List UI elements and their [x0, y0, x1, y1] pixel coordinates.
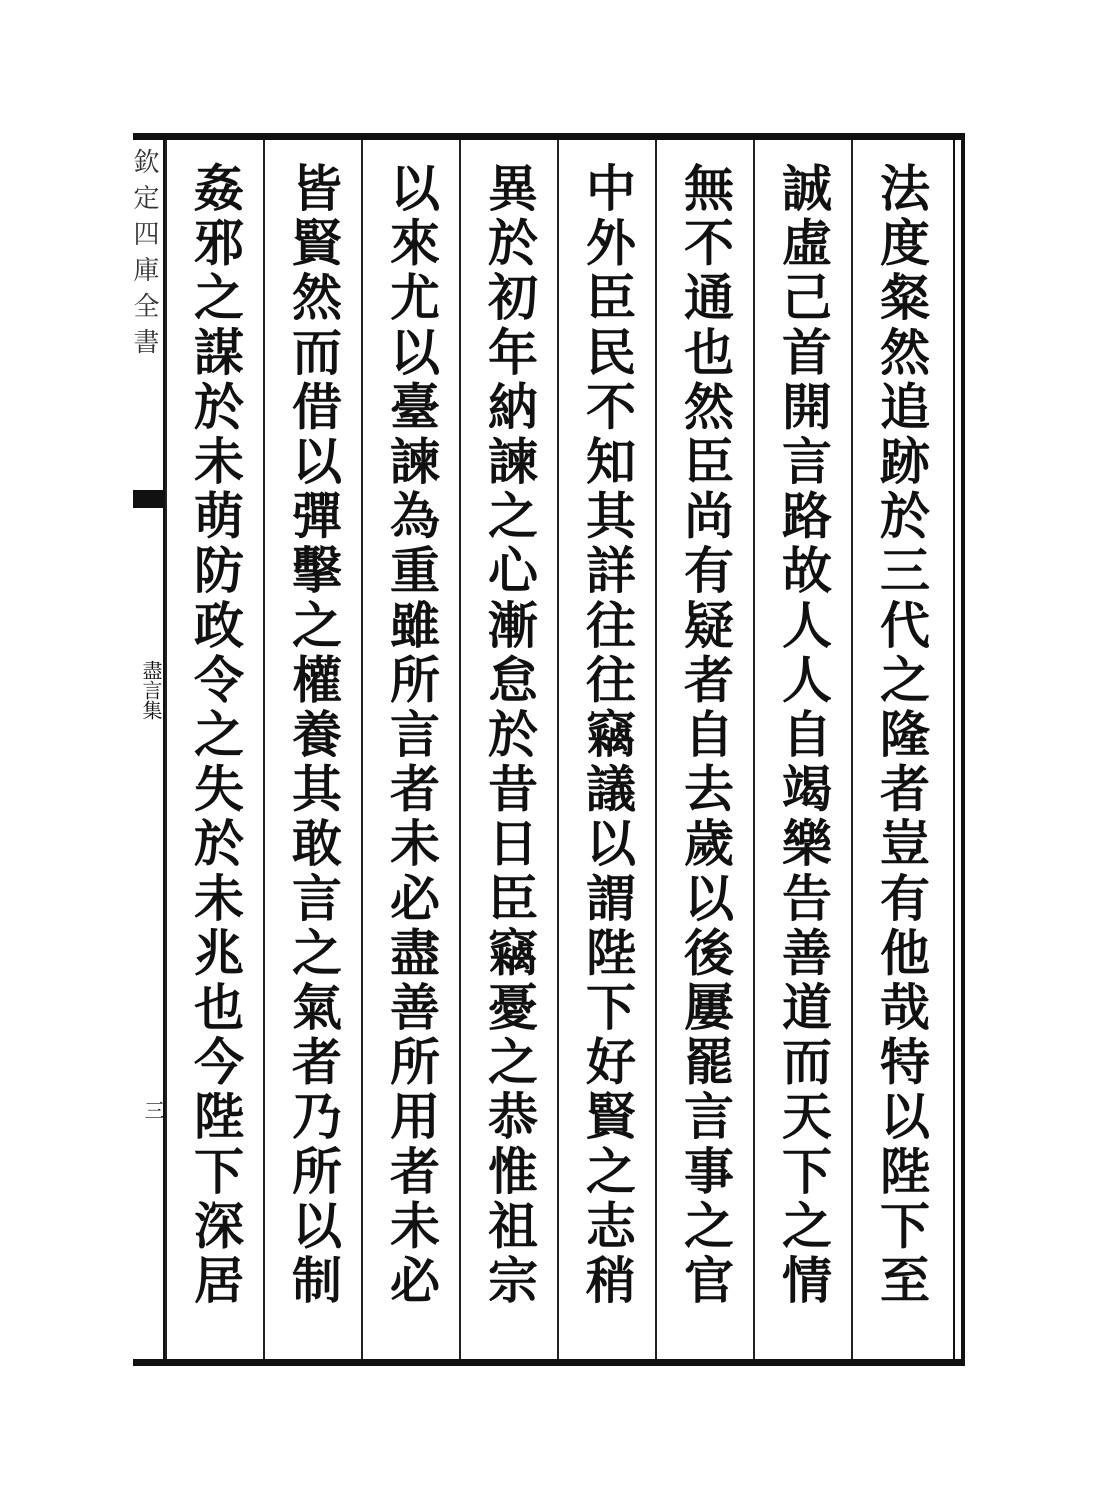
text-column: [459, 140, 557, 1359]
page-frame: [129, 133, 965, 1366]
text-column: [655, 140, 753, 1359]
right-border: [961, 140, 965, 1359]
text-columns: [165, 140, 949, 1359]
text-column: [165, 140, 263, 1359]
text-column: [851, 140, 949, 1359]
page-margin: [129, 140, 165, 1359]
column-text: 無不通也然臣尚有疑者自去歲以後屢罷言事之官: [676, 162, 735, 1309]
book-title: 盡言集: [139, 660, 163, 720]
column-text: 以來尤以臺諫為重雖所言者未必盡善所用者未必: [382, 162, 441, 1309]
column-text: 姦邪之謀於未萌防政令之失於未兆也今陛下深居: [186, 162, 245, 1309]
fish-tail-mark: [133, 490, 163, 508]
column-text: 異於初年納諫之心漸怠於昔日臣竊憂之恭惟祖宗: [480, 162, 539, 1309]
column-text: 中外臣民不知其詳往往竊議以謂陛下好賢之志稍: [578, 162, 637, 1309]
text-column: [753, 140, 851, 1359]
page-number: 三: [141, 1100, 165, 1120]
column-text: 法度粲然追跡於三代之隆者豈有他哉特以陛下至: [872, 162, 931, 1309]
text-column: [361, 140, 459, 1359]
collection-title: 欽定四庫全書: [129, 148, 159, 364]
column-text: 誠虛己首開言路故人人自竭樂告善道而天下之情: [774, 162, 833, 1309]
right-inner-border: [953, 140, 955, 1359]
text-column: [557, 140, 655, 1359]
column-text: 皆賢然而借以彈擊之權養其敢言之氣者乃所以制: [284, 162, 343, 1309]
text-column: [263, 140, 361, 1359]
